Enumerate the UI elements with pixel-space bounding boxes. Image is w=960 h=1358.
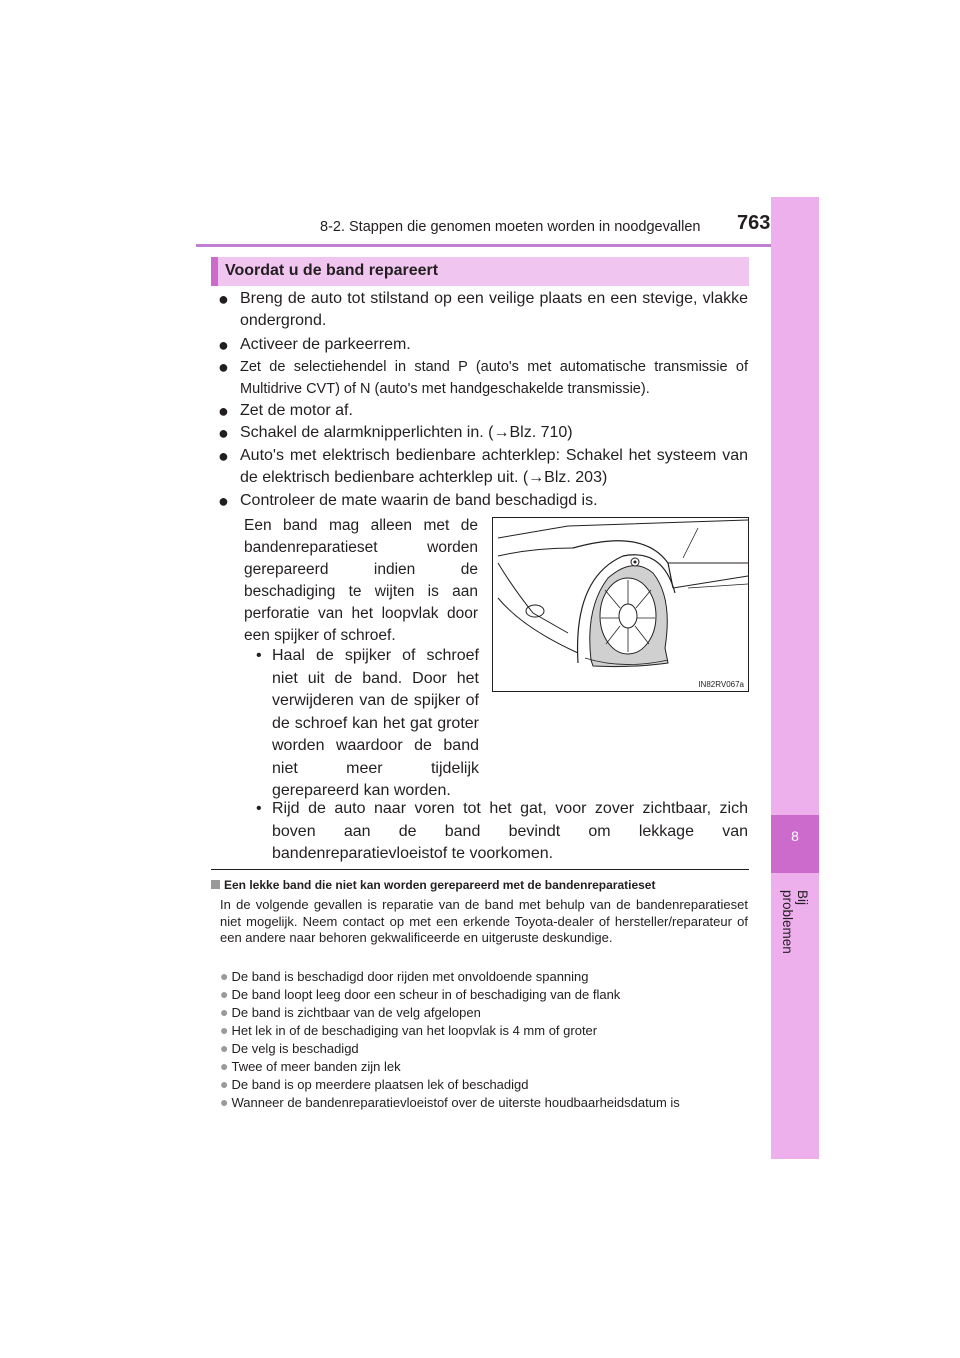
bullet-item: [218, 356, 748, 400]
sub-bullet-item: [256, 645, 479, 803]
bullet-dot-icon: ●: [218, 401, 229, 421]
note-square-icon: [211, 880, 220, 889]
note-item-text: Het lek in of de beschadiging van het loopvlak is 4 mm of groter: [231, 1023, 598, 1038]
note-bullet-icon: ●: [220, 1004, 229, 1020]
bullet-text: Schakel de alarmknipperlichten in. (→Blz. 710): [240, 424, 573, 441]
note-bullet-icon: ●: [220, 1076, 229, 1092]
bullet-text: Breng de auto tot stilstand op een veilige plaats en een stevige, vlakke ondergrond.: [240, 290, 748, 329]
note-bullet-icon: ●: [220, 1094, 229, 1110]
bullet-item: [218, 288, 748, 332]
note-list-item: [220, 986, 750, 1004]
bullet-dot-icon: ●: [218, 335, 229, 355]
bullet-item: [218, 490, 748, 512]
note-title-text: Een lekke band die niet kan worden gerepareerd met de bandenreparatieset: [224, 878, 656, 892]
note-item-text: Wanneer de bandenreparatievloeistof over de uiterste houdbaarheidsdatum is: [231, 1095, 680, 1110]
bullet-item: [218, 422, 748, 444]
bullet-dot-icon: ●: [218, 289, 229, 309]
note-item-text: De band is zichtbaar van de velg afgelopen: [231, 1005, 481, 1020]
note-bullet-icon: ●: [220, 1022, 229, 1038]
note-list-item: [220, 1058, 750, 1076]
bullet-item: [218, 334, 748, 356]
sub-bullet-text: Haal de spijker of schroef niet uit de band. Door het verwijderen van de spijker of de schroef kan het gat groter worden waardoor de band niet meer tijdelijk gerepareerd kan worden.: [272, 647, 479, 799]
note-bullet-icon: ●: [220, 1040, 229, 1056]
sub-bullet-text: Rijd de auto naar voren tot het gat, voor zover zichtbaar, zich boven aan de band bevindt om lekkage van bandenreparatievloeistof te voorkomen.: [272, 800, 748, 862]
note-list-item: [220, 1040, 750, 1058]
tyre-damage-paragraph: Een band mag alleen met de bandenreparatieset worden gerepareerd indien de beschadiging te wijten is aan perforatie van het loopvlak door een spijker of schroef.: [244, 517, 478, 644]
note-list-item: [220, 968, 750, 986]
chapter-sidebar-tab: [771, 197, 819, 1159]
note-list-item: [220, 1004, 750, 1022]
note-list-item: [220, 1094, 750, 1112]
flat-tyre-drawing: [493, 518, 748, 691]
header-rule: [196, 244, 819, 247]
note-item-text: De velg is beschadigd: [231, 1041, 359, 1056]
bullet-text: Zet de motor af.: [240, 402, 353, 419]
section-divider: [211, 869, 749, 870]
page-number: 763: [737, 212, 771, 234]
note-list-item: [220, 1022, 750, 1040]
sub-bullet-dot-icon: •: [256, 647, 262, 664]
bullet-text: Activeer de parkeerrem.: [240, 336, 411, 353]
note-bullet-icon: ●: [220, 968, 229, 984]
figure-code: IN82RV067a: [698, 680, 744, 689]
bullet-dot-icon: ●: [218, 423, 229, 443]
section-heading: Voordat u de band repareert: [225, 262, 439, 279]
chapter-number: 8: [791, 828, 799, 844]
note-paragraph: In de volgende gevallen is reparatie van de band met behulp van de bandenreparatieset niet mogelijk. Neem contact op met een erkende Toyota-dealer of hersteller/reparateur of een andere naar behoren gekwalificeerde en uitgeruste deskundige.: [220, 897, 748, 945]
bullet-dot-icon: ●: [218, 491, 229, 511]
flat-tyre-illustration: [492, 517, 749, 692]
note-bullet-icon: ●: [220, 1058, 229, 1074]
bullet-text: Zet de selectiehendel in stand P (auto's met automatische transmissie of Multidrive CVT) of N (auto's met handgeschakelde transmissie).: [240, 359, 748, 397]
section-heading-marker: [211, 257, 218, 286]
note-title: [211, 878, 655, 892]
bullet-text: Auto's met elektrisch bedienbare achterklep: Schakel het systeem van de elektrisch bedienbare achterklep uit. (→Blz. 203): [240, 447, 748, 486]
note-item-text: De band is beschadigd door rijden met onvoldoende spanning: [231, 969, 589, 984]
sub-bullet-dot-icon: •: [256, 800, 262, 817]
bullet-dot-icon: ●: [218, 446, 229, 466]
bullet-item: [218, 400, 748, 422]
note-item-text: Twee of meer banden zijn lek: [231, 1059, 401, 1074]
bullet-item: [218, 445, 748, 489]
note-item-text: De band loopt leeg door een scheur in of beschadiging van de flank: [231, 987, 621, 1002]
note-item-text: De band is op meerdere plaatsen lek of beschadigd: [231, 1077, 529, 1092]
bullet-text: Controleer de mate waarin de band beschadigd is.: [240, 492, 598, 509]
note-list-item: [220, 1076, 750, 1094]
note-bullet-icon: ●: [220, 986, 229, 1002]
chapter-number-block: [771, 815, 819, 873]
sub-bullet-item: [256, 798, 748, 866]
section-header: 8-2. Stappen die genomen moeten worden in noodgevallen: [320, 219, 701, 235]
chapter-title: Bij problemen: [780, 890, 810, 954]
bullet-dot-icon: ●: [218, 357, 229, 377]
